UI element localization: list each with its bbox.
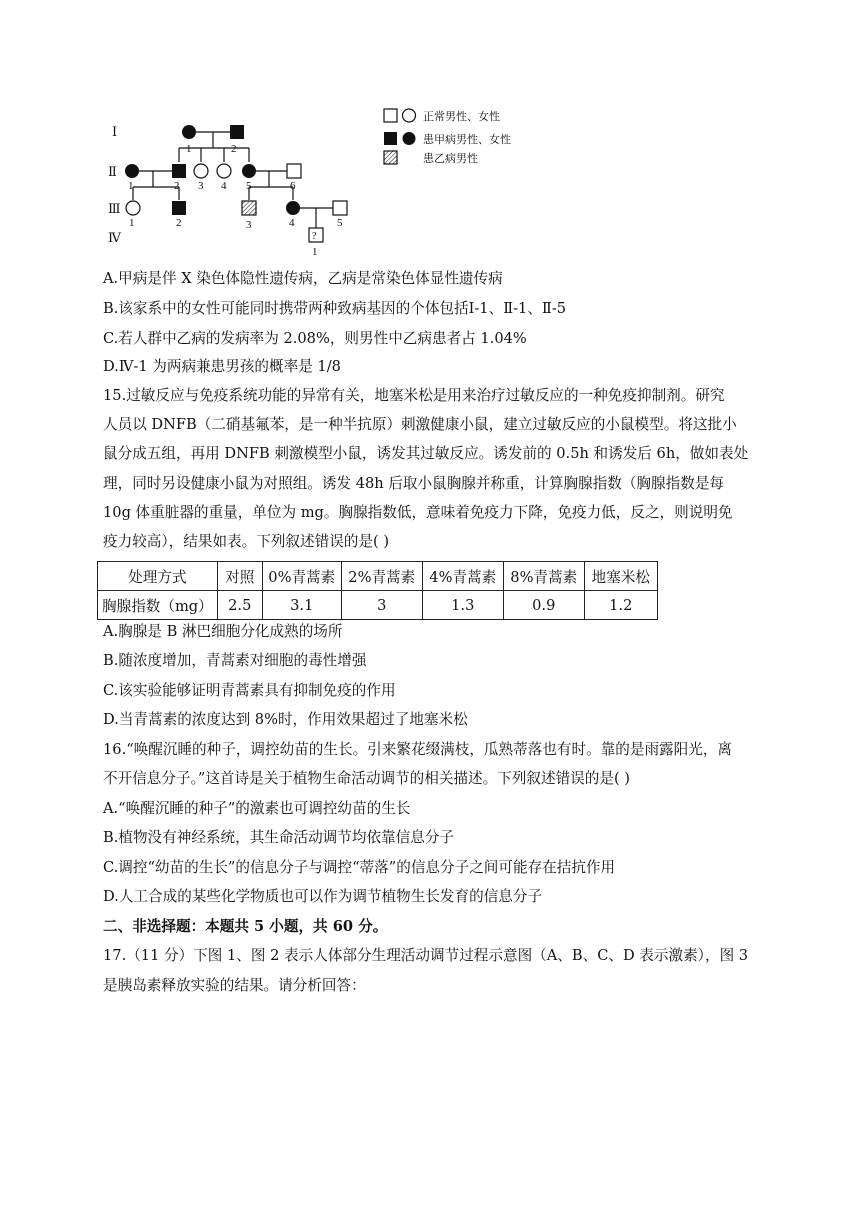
individual-II-4-normal-female [217,164,231,178]
q14-option-c: C.若人群中乙病的发病率为 2.08%，则男性中乙病患者占 1.04% [103,330,527,347]
svg-text:3: 3 [246,219,252,231]
table-cell: 1.3 [422,591,503,620]
table-cell: 处理方式 [98,562,218,591]
legend-disease-a-label: 患甲病男性、女性 [423,134,511,146]
individual-III-4-affected-female [286,201,300,215]
q15-stem-line: 疫力较高），结果如表。下列叙述错误的是( ) [103,533,390,550]
table-cell: 1.2 [584,591,657,620]
q16-option-d: D.人工合成的某些化学物质也可以作为调节植物生长发育的信息分子 [103,888,543,905]
svg-text:1: 1 [129,217,135,229]
q17-stem-line: 是胰岛素释放实验的结果。请分析回答： [103,977,366,994]
table-cell: 2%青蒿素 [341,562,422,591]
legend-normal-female-icon [403,109,416,122]
legend-normal-male-icon [384,109,397,122]
q15-stem-line: 鼠分成五组，再用 DNFB 刺激模型小鼠，诱发其过敏反应。诱发前的 0.5h 和诱发后 6h，做如表处 [103,445,749,462]
svg-text:6: 6 [290,180,296,192]
table-cell: 2.5 [217,591,262,620]
generation-label: Ⅲ [108,201,121,216]
q15-stem-line: 理，同时另设健康小鼠为对照组。诱发 48h 后取小鼠胸腺并称重，计算胸腺指数（胸腺指数是每 [103,475,725,492]
legend-disease-b-male-icon [384,151,397,164]
q15-option-d: D.当青蒿素的浓度达到 8%时，作用效果超过了地塞米松 [103,711,468,728]
svg-text:5: 5 [246,180,252,192]
table-cell: 3 [341,591,422,620]
legend-normal-label: 正常男性、女性 [423,111,500,123]
generation-label: Ⅳ [108,230,121,245]
q16-option-c: C.调控“幼苗的生长”的信息分子与调控“蒂落”的信息分子之间可能存在拮抗作用 [103,859,616,876]
individual-III-2-affected-male [172,201,186,215]
individual-III-3-disease-b-male [242,201,256,215]
table-cell: 3.1 [262,591,341,620]
q15-option-b: B.随浓度增加，青蒿素对细胞的毒性增强 [103,652,367,669]
svg-text:4: 4 [221,180,227,192]
table-cell: 0%青蒿素 [262,562,341,591]
q15-stem-line: 15.过敏反应与免疫系统功能的异常有关，地塞米松是用来治疗过敏反应的一种免疫抑制剂。研究 [103,387,725,404]
generation-label: Ⅱ [108,164,117,179]
q14-option-b: B.该家系中的女性可能同时携带两种致病基因的个体包括Ⅰ-1、Ⅱ-1、Ⅱ-5 [103,300,567,317]
q16-stem-line: 不开信息分子。”这首诗是关于植物生命活动调节的相关描述。下列叙述错误的是( ) [103,770,630,787]
table-cell: 0.9 [503,591,584,620]
svg-text:2: 2 [174,180,180,192]
svg-text:1: 1 [128,180,134,192]
legend-disease-b-label: 患乙病男性 [423,153,478,165]
svg-text:1: 1 [312,246,318,258]
q15-stem-line: 人员以 DNFB（二硝基氟苯，是一种半抗原）刺激健康小鼠，建立过敏反应的小鼠模型。将这批小 [103,416,737,433]
q14-option-a: A.甲病是伴 X 染色体隐性遗传病，乙病是常染色体显性遗传病 [103,270,503,287]
q16-option-a: A.“唤醒沉睡的种子”的激素也可调控幼苗的生长 [103,800,411,817]
section-heading: 二、非选择题：本题共 5 小题，共 60 分。 [103,918,388,935]
q15-option-a: A.胸腺是 B 淋巴细胞分化成熟的场所 [103,623,343,640]
individual-II-6-normal-male [287,164,301,178]
pedigree-chart [100,100,530,260]
svg-text:4: 4 [289,217,295,229]
svg-text:2: 2 [176,217,182,229]
q16-option-b: B.植物没有神经系统，其生命活动调节均依靠信息分子 [103,829,455,846]
svg-text:1: 1 [186,143,192,155]
table-cell: 对照 [217,562,262,591]
svg-text:2: 2 [231,143,237,155]
table-cell: 胸腺指数（mg） [98,591,218,620]
table-header-row [98,562,658,591]
generation-label: Ⅰ [112,124,118,139]
q15-stem-line: 10g 体重脏器的重量，单位为 mg。胸腺指数低，意味着免疫力下降，免疫力低，反之，则说明免 [103,504,733,521]
q16-stem-line: 16.“唤醒沉睡的种子，调控幼苗的生长。引来繁花缀满枝，瓜熟蒂落也有时。靠的是雨露阳光，离 [103,741,733,758]
table-cell: 4%青蒿素 [422,562,503,591]
svg-text:5: 5 [337,217,343,229]
q15-option-c: C.该实验能够证明青蒿素具有抑制免疫的作用 [103,682,396,699]
thymus-index-table [97,561,658,620]
q17-stem-line: 17.（11 分）下图 1、图 2 表示人体部分生理活动调节过程示意图（A、B、C、D 表示激素），图 3 [103,947,749,964]
svg-text:?: ? [312,231,317,242]
individual-II-1-affected-female [125,164,139,178]
q14-option-d: D.Ⅳ-1 为两病兼患男孩的概率是 1/8 [103,358,341,375]
individual-I-1-affected-female [182,125,196,139]
legend-disease-a-female-icon [403,132,416,145]
individual-II-5-affected-female [242,164,256,178]
svg-text:3: 3 [198,180,204,192]
individual-III-1-normal-female [126,201,140,215]
individual-I-2-affected-male [230,125,244,139]
table-row [98,591,658,620]
legend-disease-a-male-icon [384,132,397,145]
individual-II-3-normal-female [194,164,208,178]
table-cell: 地塞米松 [584,562,657,591]
table-cell: 8%青蒿素 [503,562,584,591]
individual-III-5-normal-male [333,201,347,215]
individual-II-2-affected-male [172,164,186,178]
